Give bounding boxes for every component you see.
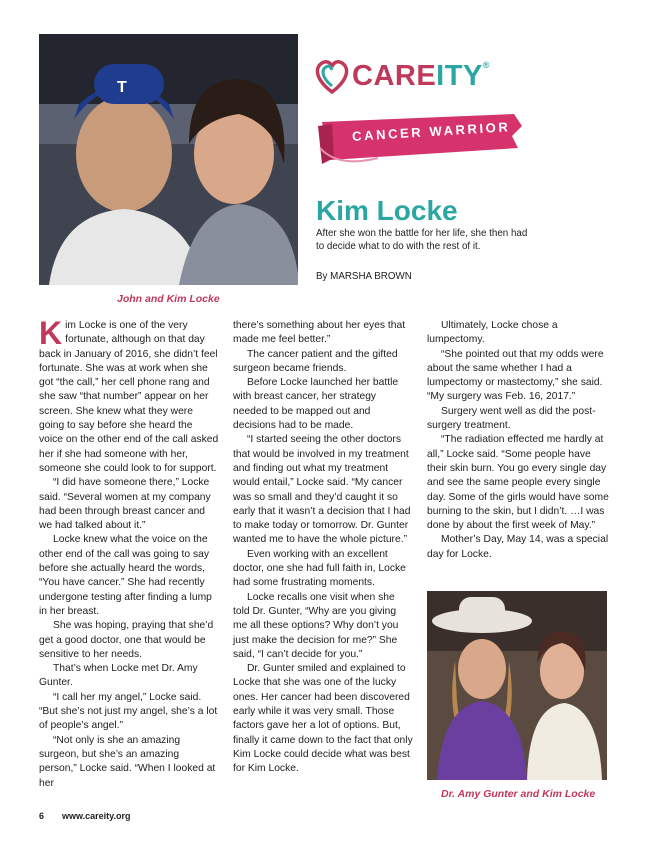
logo-suffix: ITY (436, 60, 483, 92)
article-column-3 (427, 319, 609, 562)
paragraph: Before Locke launched her battle with breast cancer, her strategy needed to be mapped out and decisions had to be made. (233, 377, 399, 432)
website-link[interactable]: www.careity.org (62, 811, 131, 821)
paragraph: “I did have someone there,” Locke said. “Several women at my company had been through breast cancer and we had talked about it.” (39, 477, 211, 532)
paragraph: “Not only is she an amazing surgeon, but she’s an amazing person,” Locke said. “When I looked at her (39, 734, 216, 789)
ribbon-label: CANCER WARRIOR (351, 119, 511, 144)
couple-photo (39, 34, 298, 285)
article-title: Kim Locke (316, 195, 458, 226)
paragraph-continued: there’s something about her eyes that made me feel better.” (233, 320, 406, 346)
paragraph: “She pointed out that my odds were about the same whether I had a lumpectomy or mastectomy,” she said. “My surgery was Feb. 16, 2017.” (427, 348, 604, 403)
careity-wordmark (352, 60, 490, 93)
paragraph: “I call her my angel,” Locke said. “But she’s not just my angel, she’s a lot of people’s angel.” (39, 691, 218, 732)
paragraph: Ultimately, Locke chose a lumpectomy. (427, 320, 558, 346)
registered-mark: ® (482, 60, 490, 70)
page-number: 6 (39, 811, 45, 821)
paragraph: Surgery went well as did the post-surgery treatment. (427, 405, 596, 432)
doctor-patient-illustration (427, 591, 607, 780)
couple-photo-illustration (39, 34, 298, 285)
article-column-2 (233, 319, 413, 777)
careity-heart-icon (312, 56, 352, 96)
bottom-photo-caption: Dr. Amy Gunter and Kim Locke (441, 788, 596, 800)
article-column-1 (39, 315, 219, 791)
paragraph: Mother’s Day, May 14, was a special day for Locke. (427, 534, 609, 560)
paragraph: That’s when Locke met Dr. Amy Gunter. (39, 663, 198, 689)
paragraph: She was hoping, praying that she’d get a good doctor, one that would be sensitive to her needs. (39, 620, 214, 660)
paragraph: Dr. Gunter smiled and explained to Locke that she was one of the lucky ones. Her cancer had been discovered early while it was very small. Those factors gave her a lot of options. But, finally it came down to the fact that only Kim Locke could decide what was best for Kim Locke. (233, 663, 413, 775)
paragraph: “The radiation effected me hardly at all,” Locke said. “Some people have their skin burn. You go every single day and see the same people every single day. Some of the girls would have some burning to the skin, but I didn’t. …I was done by about the first week of May.” (427, 434, 609, 532)
article-byline: By MARSHA BROWN (316, 271, 412, 282)
paragraph: The cancer patient and the gifted surgeon became friends. (233, 348, 398, 374)
article-deck: After she won the battle for her life, she then had to decide what to do with the rest of it. (316, 228, 528, 252)
paragraph: “I started seeing the other doctors that would be involved in my treatment and finding out what my treatment would entail,” Locke said. “My cancer was so small and they’d caught it so early that it wasn’t a decision that I had to make today or tomorrow. Dr. Gunter wanted me to have the whole picture.” (233, 434, 411, 546)
drop-cap: K (39, 315, 63, 351)
top-photo-caption: John and Kim Locke (117, 293, 220, 305)
paragraph: Locke knew what the voice on the other end of the call was going to say before she actually heard the words, “You have cancer.” She had recently undergone testing after finding a lump in her breast. (39, 534, 212, 617)
svg-text:T: T (117, 79, 127, 96)
paragraph: Even working with an excellent doctor, one she had full faith in, Locke had some frustrating moments. (233, 548, 406, 589)
lead-paragraph (39, 315, 219, 476)
doctor-patient-photo (427, 591, 607, 780)
lead-text: im Locke is one of the very fortunate, although on that day back in January of 2016, she didn’t feel fortunate. She was at work when she got “the call,” her cell phone rang and she saw “that number” appear on her screen. She knew what they were going to say before she heard the voice on the other end of the call asked her if she had someone with her, someone she could look to for support. (39, 320, 219, 474)
paragraph: Locke recalls one visit when she told Dr. Gunter, “Why are you giving me all these options? Why don’t you just make the decision for me?” She said, “I can’t decide for you.” (233, 591, 399, 660)
logo-prefix: CARE (352, 60, 437, 92)
